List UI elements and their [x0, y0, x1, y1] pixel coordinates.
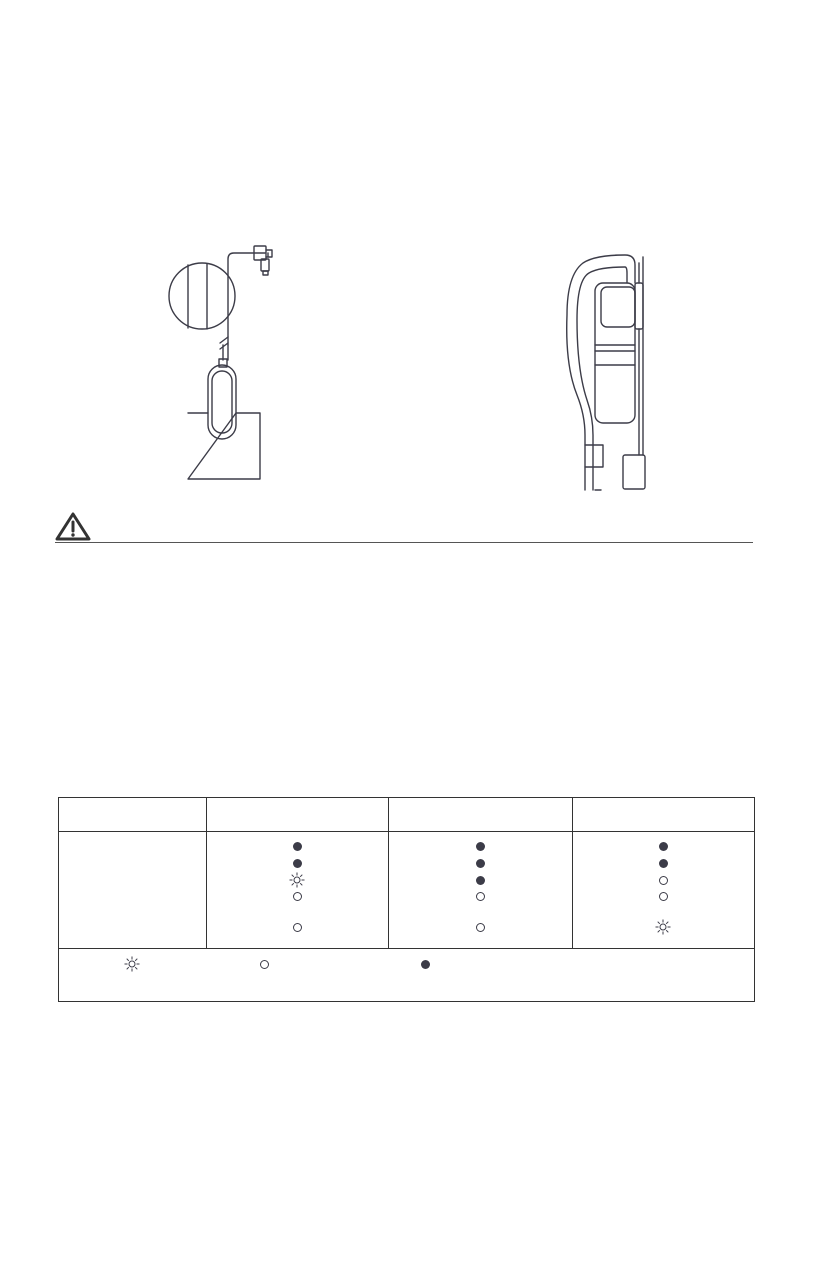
indicator-on-icon: [659, 859, 668, 868]
blinking-indicator-icon: [124, 956, 140, 972]
handheld-vacuum-charging-icon: [555, 245, 675, 495]
blinking-indicator-icon: [655, 919, 671, 935]
indicator-off-icon: [476, 892, 485, 901]
warning-section-header: [55, 512, 755, 546]
indicator-column: [207, 832, 388, 948]
indicator-on-icon: [476, 876, 485, 885]
indicator-off-icon: [293, 892, 302, 901]
indicator-on-icon: [421, 960, 430, 969]
blinking-indicator-icon: [289, 872, 305, 888]
indicator-on-icon: [293, 842, 302, 851]
indicator-on-icon: [476, 859, 485, 868]
warning-divider: [55, 542, 753, 543]
indicator-off-icon: [659, 876, 668, 885]
indicator-off-icon: [659, 892, 668, 901]
indicator-column: [573, 832, 754, 948]
table-legend: [59, 949, 754, 1001]
indicator-off-icon: [260, 960, 269, 969]
indicator-off-icon: [476, 923, 485, 932]
indicator-on-icon: [659, 842, 668, 851]
indicator-status-table: [58, 797, 755, 1002]
indicator-off-icon: [293, 923, 302, 932]
charger-adapter-with-cable-icon: [150, 235, 300, 485]
indicator-on-icon: [293, 859, 302, 868]
indicator-column: [389, 832, 572, 948]
warning-triangle-icon: [55, 512, 91, 542]
indicator-on-icon: [476, 842, 485, 851]
